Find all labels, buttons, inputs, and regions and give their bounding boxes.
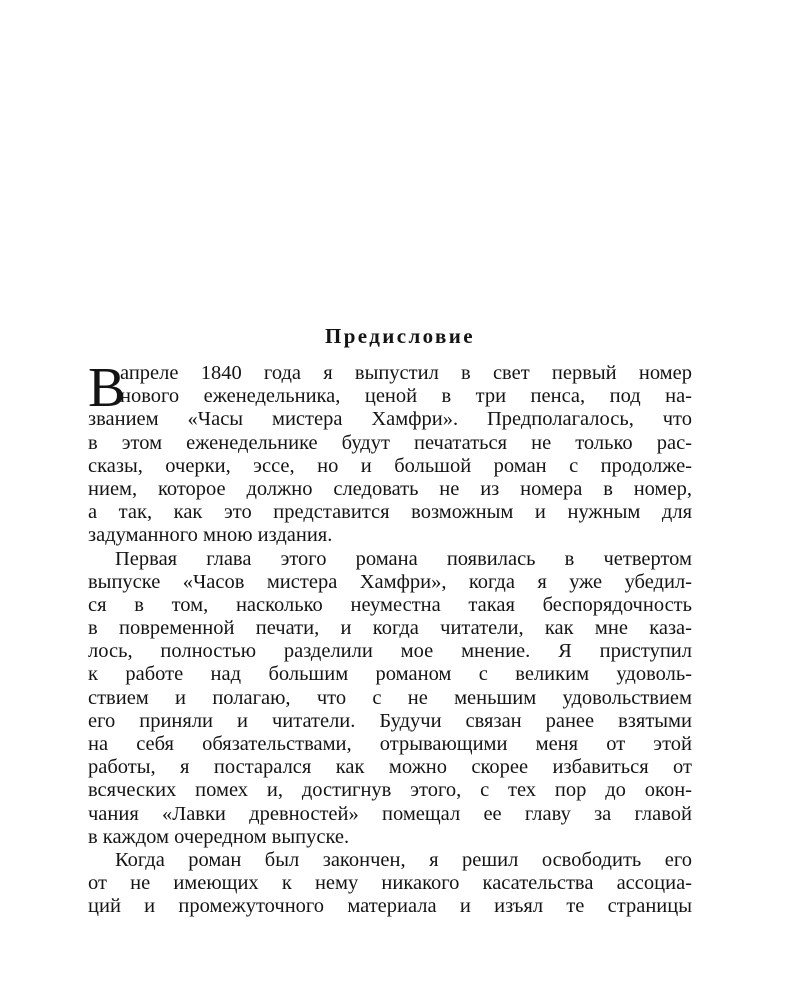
text-line: к работе над большим романом с великим удоволь- xyxy=(88,663,692,686)
text-line: а так, как это представится возможным и нужным для xyxy=(88,501,692,524)
text-line: задуманного мною издания. xyxy=(88,524,333,547)
text-line: в этом еженедельнике будут печататься не только рас- xyxy=(88,431,692,454)
text-line: званием «Часы мистера Хамфри». Предполагалось, что xyxy=(88,408,692,431)
text-line: ствием и полагаю, что с не меньшим удовольствием xyxy=(88,686,692,709)
text-line: сказы, очерки, эссе, но и большой роман с продолже- xyxy=(88,454,692,477)
text-line: апреле 1840 года я выпустил в свет первый номер xyxy=(120,362,692,384)
text-line: в повременной печати, и когда читатели, как мне каза- xyxy=(88,617,692,640)
text-line: работы, я постарался как можно скорее избавиться от xyxy=(88,756,692,779)
text-line: лось, полностью разделили мое мнение. Я приступил xyxy=(88,640,692,663)
text-line: всяческих помех и, достигнув этого, с тех пор до окон- xyxy=(88,779,692,802)
text-line: чания «Лавки древностей» помещал ее главу за главой xyxy=(88,802,692,825)
text-line: его приняли и читатели. Будучи связан ранее взятыми xyxy=(88,709,692,732)
page-title: Предисловие xyxy=(324,324,476,348)
text-line: ций и промежуточного материала и изъял те страницы xyxy=(88,895,692,918)
text-line: на себя обязательствами, отрывающими меня от этой xyxy=(88,733,692,755)
text-line: нового еженедельника, ценой в три пенса, под на- xyxy=(120,385,692,408)
text-line: Когда роман был закончен, я решил освободить его xyxy=(115,848,692,871)
text-line: в каждом очередном выпуске. xyxy=(88,825,350,848)
text-line: выпуске «Часов мистера Хамфри», когда я уже убедил- xyxy=(88,570,692,593)
drop-cap: В xyxy=(88,357,126,419)
text-line: ся в том, насколько неуместна такая беспорядочность xyxy=(88,593,692,616)
text-line: нием, которое должно следовать не из номера в номер, xyxy=(88,477,692,500)
text-line: Первая глава этого романа появилась в четвертом xyxy=(115,547,692,570)
text-line: от не имеющих к нему никакого касательства ассоциа- xyxy=(88,872,692,895)
preface-text xyxy=(88,357,692,919)
